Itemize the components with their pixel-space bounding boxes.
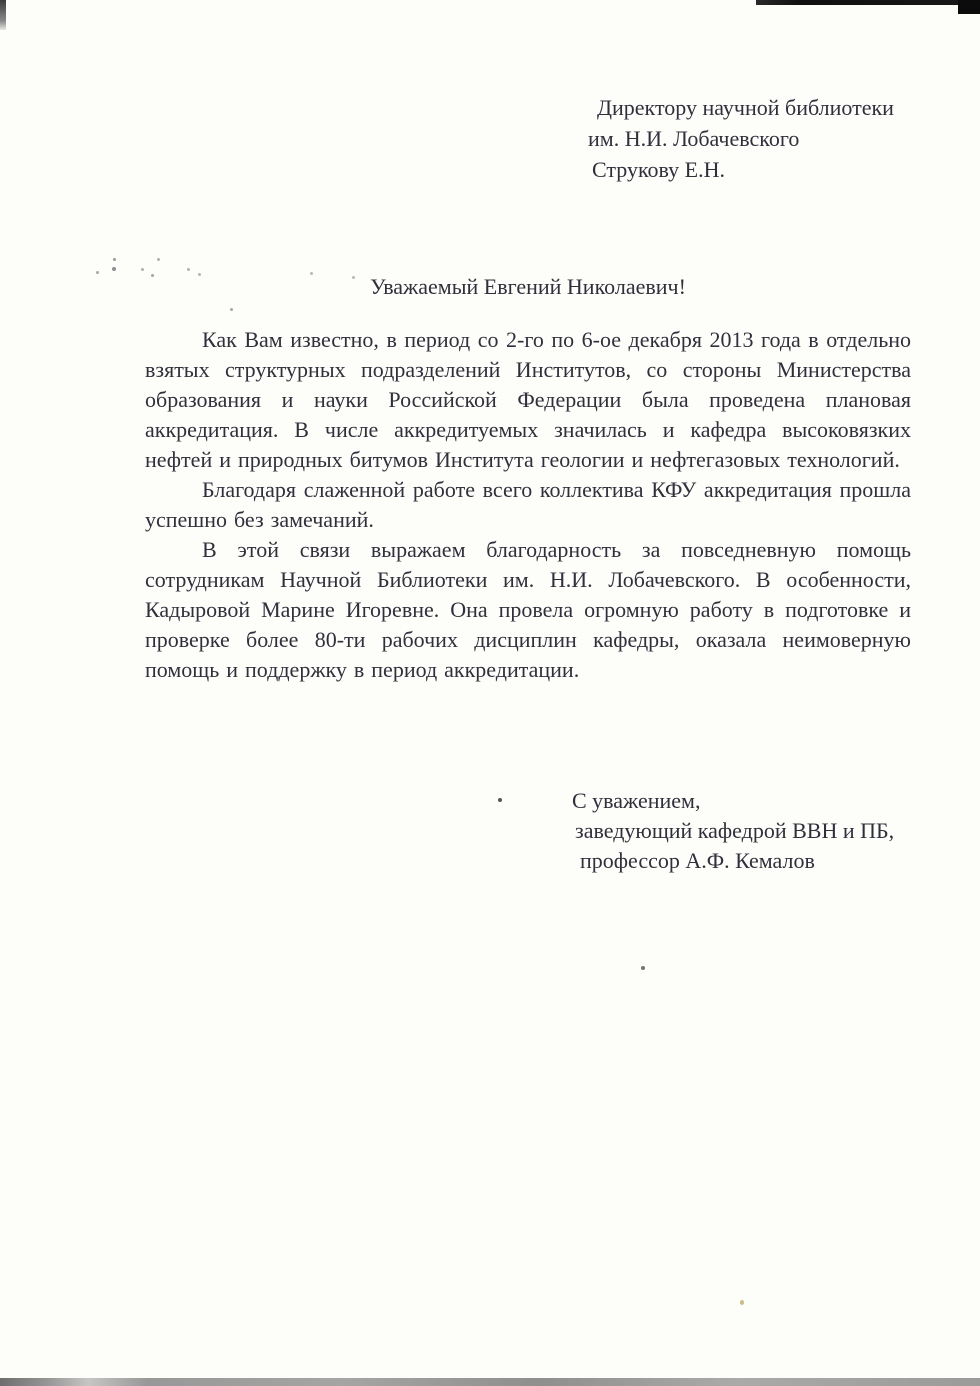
recipient-line-1: Директору научной библиотеки <box>597 95 894 120</box>
paragraph-2: Благодаря слаженной работе всего коллектива КФУ аккредитация прошла успешно без замечаний. <box>145 477 911 532</box>
paragraph-3: В этой связи выражаем благодарность за повседневную помощь сотрудникам Научной Библиотеки им. Н.И. Лобачевского. В особенности, Кадыровой Марине Игоревне. Она провела огромную работу в подготовке и проверке более 80-ти рабочих дисциплин кафедры, оказала неимоверную помощь и поддержку в период аккредитации. <box>145 537 911 682</box>
scan-speckle <box>187 268 190 271</box>
scan-edge-top-strip <box>756 0 980 5</box>
scan-speckle <box>113 258 116 261</box>
recipient-line-2: им. Н.И. Лобачевского <box>588 126 800 151</box>
salutation: Уважаемый Евгений Николаевич! <box>370 274 686 299</box>
signature-block <box>572 786 894 876</box>
scan-speckle <box>112 267 116 271</box>
paragraph-1: Как Вам известно, в период со 2-го по 6-ое декабря 2013 года в отдельно взятых структурных подразделений Институтов, со стороны Министерства образования и науки Российской Федерации была проведена плановая аккредитация. В числе аккредитуемых значилась и кафедра высоковязких нефтей и природных битумов Института геологии и нефтегазовых технологий. <box>145 327 911 472</box>
scan-edge-top-right-corner <box>958 0 980 14</box>
recipient-line-3: Струкову Е.Н. <box>592 157 726 182</box>
signature-line-3: профессор А.Ф. Кемалов <box>580 848 815 873</box>
recipient-block <box>588 92 894 185</box>
scan-edge-top-left-mark <box>0 0 6 30</box>
scan-speckle <box>230 308 233 311</box>
scan-speckle <box>740 1300 744 1305</box>
scan-speckle <box>96 271 99 274</box>
scan-speckle <box>157 258 160 261</box>
signature-line-2: заведующий кафедрой ВВН и ПБ, <box>575 818 895 843</box>
scan-speckle <box>498 798 502 802</box>
letter-body <box>145 325 911 685</box>
scan-speckle <box>641 966 645 970</box>
signature-line-1: С уважением, <box>572 788 701 813</box>
scan-speckle <box>141 268 144 271</box>
scan-edge-bottom-strip <box>0 1378 980 1386</box>
